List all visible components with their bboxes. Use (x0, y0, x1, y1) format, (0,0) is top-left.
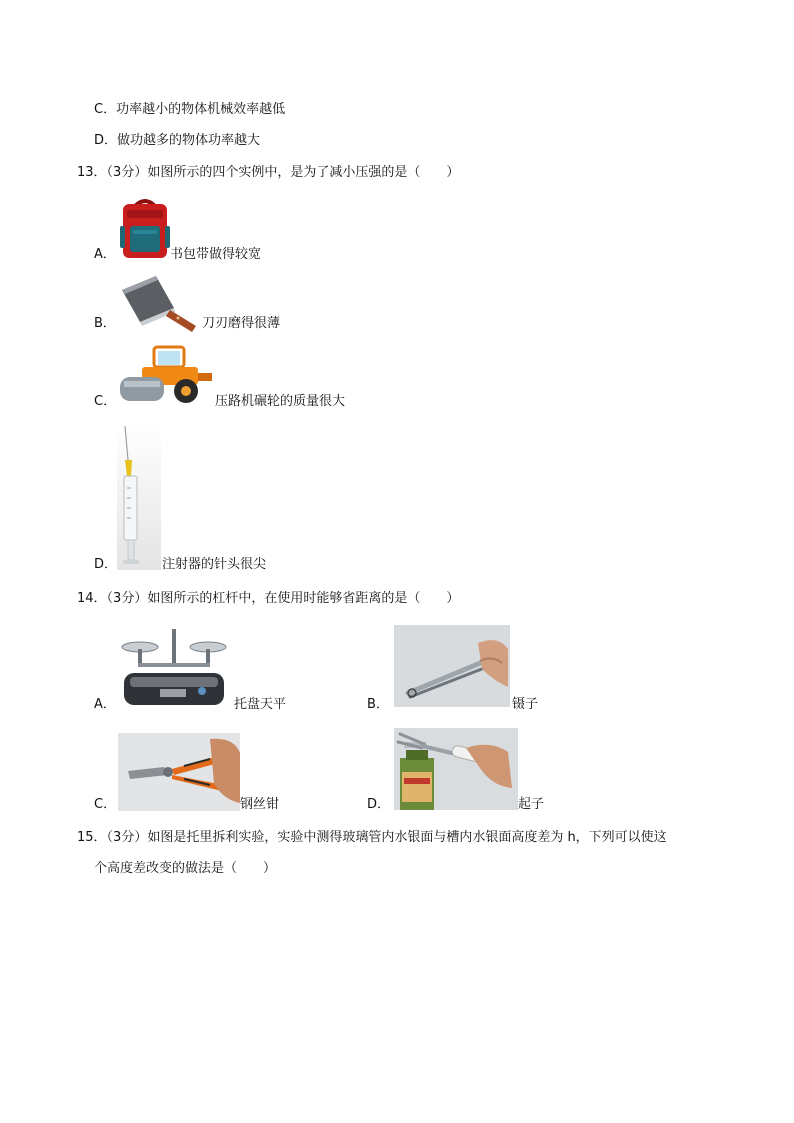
balance-scale-icon (118, 623, 232, 709)
cleaver-icon (118, 274, 200, 334)
tweezers-icon (394, 625, 510, 707)
option-letter: C． (94, 394, 117, 409)
option-d-text: D．做功越多的物体功率越大 (94, 133, 261, 148)
option-letter: B． (367, 697, 389, 712)
question-15-stem-line2: 个高度差改变的做法是（ ） (94, 861, 277, 876)
option-letter: D． (94, 557, 118, 572)
option-text: 书包带做得较宽 (170, 247, 262, 262)
bottle-opener-icon (394, 728, 518, 810)
option-letter: D． (367, 797, 391, 812)
option-c-text: C．功率越小的物体机械效率越低 (94, 102, 286, 117)
backpack-icon (120, 196, 170, 260)
option-text: 起子 (518, 797, 545, 812)
option-text: 刀刃磨得很薄 (202, 316, 281, 331)
option-text: 镊子 (512, 697, 539, 712)
question-13-stem: 13．（3分）如图所示的四个实例中，是为了减小压强的是（ ） (77, 165, 460, 180)
question-15-stem-line1: 15．（3分）如图是托里拆利实验，实验中测得玻璃管内水银面与槽内水银面高度差为 h，下列可以使这 (77, 830, 667, 845)
option-letter: A． (94, 697, 116, 712)
pliers-icon (118, 733, 240, 811)
option-letter: A． (94, 247, 116, 262)
option-text: 托盘天平 (234, 697, 287, 712)
option-text: 钢丝钳 (240, 797, 280, 812)
option-text: 压路机碾轮的质量很大 (215, 394, 346, 409)
option-text: 注射器的针头很尖 (162, 557, 267, 572)
syringe-icon (117, 424, 161, 570)
option-letter: C． (94, 797, 117, 812)
option-letter: B． (94, 316, 116, 331)
road-roller-icon (118, 343, 214, 405)
question-14-stem: 14．（3分）如图所示的杠杆中，在使用时能够省距离的是（ ） (77, 591, 460, 606)
